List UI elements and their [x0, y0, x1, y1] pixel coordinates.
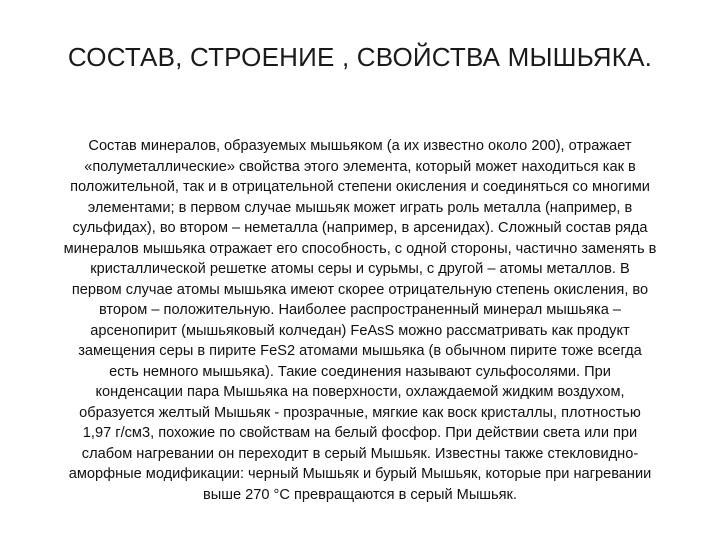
body-line: замещения серы в пирите FeS2 атомами мышьяка (в обычном пирите тоже всегда	[78, 343, 642, 359]
body-line: арсенопирит (мышьяковый колчедан) FeAsS можно рассматривать как продукт	[90, 322, 630, 339]
body-line: есть немного мышьяка). Такие соединения называют сульфосолями. При	[109, 363, 611, 380]
body-line: втором – положительную. Наиболее распространенный минерал мышьяка –	[98, 302, 621, 318]
body-line: конденсации пара Мышьяка на поверхности, охлаждаемой жидким воздухом,	[95, 384, 625, 400]
body-text	[24, 136, 696, 505]
slide-title: СОСТАВ, СТРОЕНИЕ , СВОЙСТВА МЫШЬЯКА.	[67, 42, 653, 72]
body-line: выше 270 °С превращаются в серый Мышьяк.	[203, 486, 517, 503]
body-line: сульфидах), во втором – неметалла (например, в арсенидах). Сложный состав ряда	[72, 220, 648, 236]
body-line: кристаллической решетке атомы серы и сурьмы, с другой – атомы металлов. В	[90, 261, 630, 277]
body-line: элементами; в первом случае мышьяк может играть роль металла (например, в	[87, 199, 633, 216]
body-line: образуется желтый Мышьяк - прозрачные, мягкие как воск кристаллы, плотностью	[79, 404, 641, 421]
body-line: «полуметаллические» свойства этого элемента, который может находиться как в	[84, 158, 636, 175]
body-line: первом случае атомы мышьяка имеют скорее отрицательную степень окисления, во	[71, 281, 649, 298]
body-line: минералов мышьяка отражает его способность, с одной стороны, частично заменять в	[63, 240, 657, 257]
body-line: слабом нагревании он переходит в серый Мышьяк. Известны также стекловидно-	[81, 445, 639, 462]
body-line: Состав минералов, образуемых мышьяком (а их известно около 200), отражает	[88, 138, 632, 154]
body-line: 1,97 г/см3, похожие по свойствам на белый фосфор. При действии света или при	[82, 425, 638, 441]
body-line: положительной, так и в отрицательной степени окисления и соединяться со многими	[70, 179, 650, 195]
body-line: аморфные модификации: черный Мышьяк и бурый Мышьяк, которые при нагревании	[68, 466, 652, 482]
